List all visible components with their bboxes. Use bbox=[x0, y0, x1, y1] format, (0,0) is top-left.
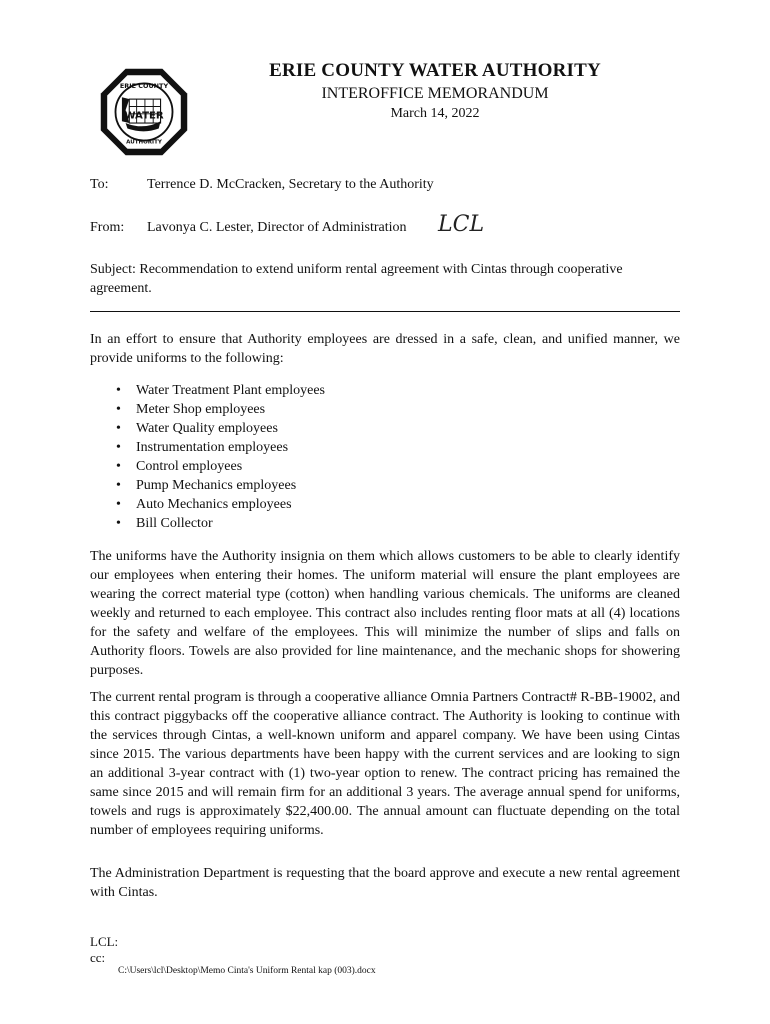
list-item: • Auto Mechanics employees bbox=[112, 495, 325, 514]
typist-initials: LCL: bbox=[90, 934, 119, 949]
uniform-details-paragraph: The uniforms have the Authority insignia on them which allows customers to be able to clearly identify our employees when entering their homes. The uniform material will ensure the plant employees are wearing the correct material type (cotton) when handling various chemicals. The uniforms are cleaned weekly and returned to each employee. This contract also includes renting floor mats at all (4) locations for the safety and welfare of the employees. This will minimize the number of slips and falls on Authority floors. Towels are also provided for line maintenance, and the mechanic shops for showering purposes. bbox=[90, 549, 680, 678]
header-divider bbox=[90, 311, 680, 312]
organization-title: ERIE COUNTY WATER AUTHORITY bbox=[269, 60, 601, 81]
list-item: • Bill Collector bbox=[112, 514, 325, 533]
subject-line: Subject: Recommendation to extend uniform rental agreement with Cintas through cooperative agreement. bbox=[90, 262, 623, 296]
memo-date: March 14, 2022 bbox=[390, 106, 480, 121]
to-label: To: bbox=[90, 177, 109, 192]
list-item: • Water Quality employees bbox=[112, 419, 325, 438]
from-label: From: bbox=[90, 220, 125, 235]
list-item: • Instrumentation employees bbox=[112, 438, 325, 457]
intro-paragraph: In an effort to ensure that Authority employees are dressed in a safe, clean, and unified manner, we provide uniforms to the following: bbox=[90, 332, 680, 366]
list-item: • Control employees bbox=[112, 457, 325, 476]
request-paragraph: The Administration Department is requesting that the board approve and execute a new rental agreement with Cintas. bbox=[90, 866, 680, 900]
from-value: Lavonya C. Lester, Director of Administration bbox=[147, 220, 407, 235]
contract-details-paragraph: The current rental program is through a cooperative alliance Omnia Partners Contract# R-BB-19002, and this contract piggybacks off the cooperative alliance contract. The Authority is looking to continue with the services through Cintas, a well-known uniform and apparel company. We have been using Cintas since 2015. The various departments have been happy with the current services and are looking to sign an additional 3-year contract with (1) two-year option to renew. The contract pricing has remained the same since 2015 and will remain firm for an additional 3 years. The average annual spend for uniforms, towels and rugs is approximately $22,400.00. The annual amount can fluctuate depending on the total number of employees requiring uniforms. bbox=[90, 690, 680, 838]
handwritten-initials-signature: LCL bbox=[438, 212, 485, 237]
document-file-path: C:\Users\lcl\Desktop\Memo Cinta's Uniform Rental kap (003).docx bbox=[118, 966, 376, 976]
to-value: Terrence D. McCracken, Secretary to the Authority bbox=[147, 177, 434, 192]
logo-top-text: ERIE COUNTY bbox=[119, 82, 169, 91]
list-item: • Pump Mechanics employees bbox=[112, 476, 325, 495]
logo-center-text: WATER bbox=[124, 110, 164, 122]
cc-line: cc: bbox=[90, 950, 106, 965]
logo-bottom-text: AUTHORITY bbox=[126, 139, 162, 146]
list-item: • Meter Shop employees bbox=[112, 400, 325, 419]
authority-seal-logo bbox=[98, 66, 190, 158]
memo-type-label: INTEROFFICE MEMORANDUM bbox=[321, 85, 549, 102]
employee-group-list bbox=[112, 381, 325, 533]
list-item: • Water Treatment Plant employees bbox=[112, 381, 325, 400]
